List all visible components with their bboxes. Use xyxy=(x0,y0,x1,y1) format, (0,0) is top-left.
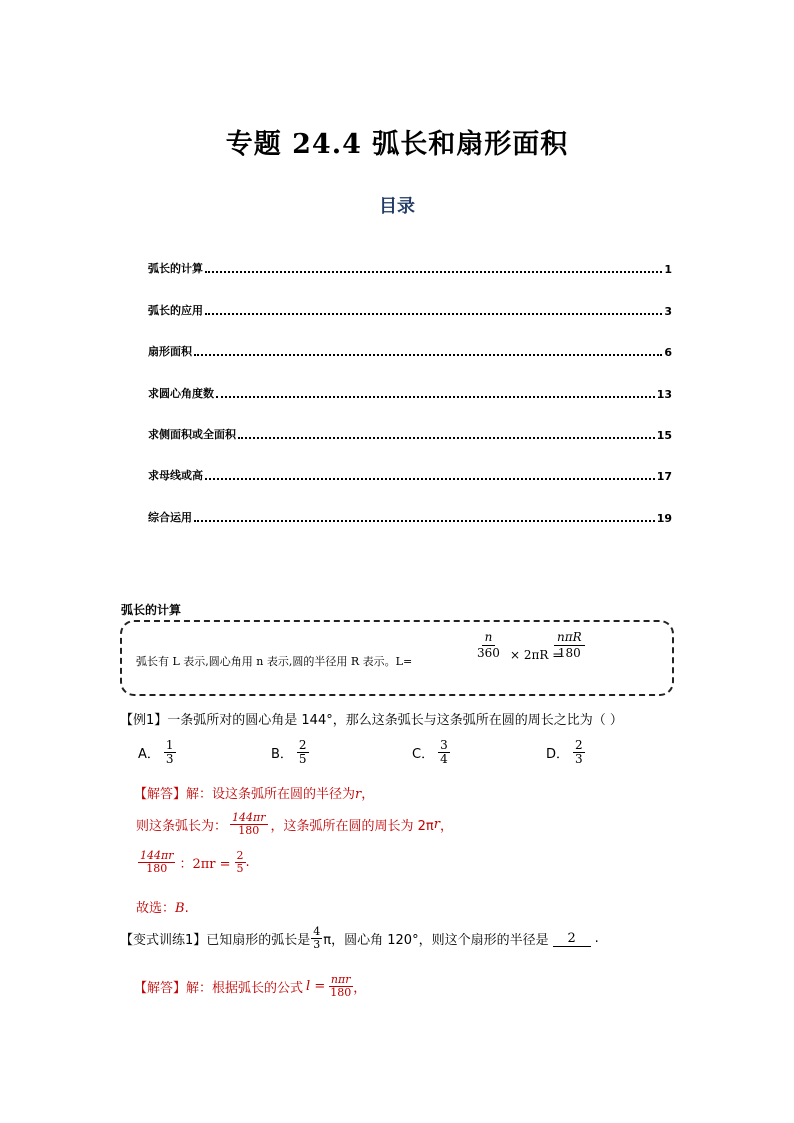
fraction-numerator: 144πr xyxy=(140,849,174,862)
toc-leader-dots xyxy=(205,270,662,273)
fraction-denominator: 5 xyxy=(236,862,244,876)
fraction-numerator: 1 xyxy=(165,738,174,752)
answer-line xyxy=(138,850,250,875)
toc-item-page: 6 xyxy=(664,346,672,360)
toc-item[interactable] xyxy=(148,483,672,524)
answer-line xyxy=(136,897,189,916)
answer-text: 则这条弧长为： xyxy=(136,819,228,835)
fraction-denominator: 180 xyxy=(146,862,168,876)
toc-heading: 目录 xyxy=(379,196,415,217)
toc-item-label: 求圆心角度数 xyxy=(148,386,214,400)
option-letter: D． xyxy=(546,747,570,763)
fraction-numerator: 2 xyxy=(298,738,307,752)
answer-line xyxy=(134,783,374,802)
fraction-numerator: 4 xyxy=(313,925,321,938)
fraction-denominator: 180 xyxy=(330,986,352,1000)
toc-item-page: 3 xyxy=(664,304,672,318)
formula-fraction xyxy=(554,630,585,661)
formula-fraction xyxy=(474,630,503,661)
toc-leader-dots xyxy=(205,477,655,480)
toc-item-label: 弧长的计算 xyxy=(148,262,203,276)
toc-item[interactable] xyxy=(148,276,672,317)
variable-r: r xyxy=(355,787,362,802)
answer-line xyxy=(134,974,366,999)
toc-item[interactable] xyxy=(148,318,672,359)
example-tag: 【例1】 xyxy=(120,713,168,728)
option-letter: A． xyxy=(138,747,160,763)
punctuation: ， xyxy=(361,787,375,802)
option-b[interactable] xyxy=(271,739,309,766)
example-question xyxy=(120,709,623,728)
fraction-numerator: nπr xyxy=(330,973,351,986)
fraction-denominator: 360 xyxy=(477,646,500,661)
punctuation: . xyxy=(245,855,250,871)
answer-blank: 2 xyxy=(553,931,591,947)
ratio-separator: ：2πr = xyxy=(179,857,231,873)
toc-item-label: 求母线或高 xyxy=(148,469,203,483)
toc-leader-dots xyxy=(238,436,655,439)
option-c[interactable] xyxy=(412,739,450,766)
punctuation: ， xyxy=(439,819,453,835)
fraction-denominator: 180 xyxy=(238,824,260,838)
section-heading: 弧长的计算 xyxy=(121,603,182,617)
variant-question xyxy=(120,926,599,951)
option-a[interactable] xyxy=(138,739,176,766)
toc-item-page: 1 xyxy=(664,263,672,277)
option-d[interactable] xyxy=(546,739,585,766)
punctuation: . xyxy=(594,931,599,947)
answer-text: 解：根据弧长的公式 xyxy=(186,981,304,997)
answer-line xyxy=(136,812,453,837)
toc-leader-dots xyxy=(205,312,662,315)
fraction-denominator: 3 xyxy=(575,752,583,767)
answer-tag: 【解答】 xyxy=(134,981,187,997)
formula-box xyxy=(120,620,674,696)
toc-leader-dots xyxy=(194,519,655,522)
fraction-numerator: nπR xyxy=(554,630,585,646)
formula-text: 弧长有 L 表示,圆心角用 n 表示,圆的半径用 R 表示。L= xyxy=(136,655,413,668)
toc-item-label: 求侧面积或全面积 xyxy=(148,427,236,441)
formula-middle: × 2πR = xyxy=(510,648,563,662)
fraction-denominator: 3 xyxy=(165,752,174,767)
fraction-denominator: 4 xyxy=(440,752,448,767)
variant-tag: 【变式训练1】 xyxy=(120,933,207,949)
fraction-numerator: 144πr xyxy=(232,811,266,824)
option-letter: B． xyxy=(271,747,293,763)
toc-item-label: 综合运用 xyxy=(148,510,192,524)
punctuation: ， xyxy=(353,981,367,997)
question-text: 一条弧所对的圆心角是 144°，那么这条弧长与这条弧所在圆的周长之比为（ ） xyxy=(167,713,623,728)
fraction-numerator: n xyxy=(482,630,496,646)
toc-item-label: 扇形面积 xyxy=(148,345,192,359)
formula-lhs: l = xyxy=(306,979,326,995)
answer-tag: 【解答】 xyxy=(134,787,187,802)
question-text: 已知扇形的弧长是 xyxy=(206,933,311,949)
toc-leader-dots xyxy=(216,395,655,398)
variable-r: r xyxy=(433,817,440,833)
fraction-numerator: 2 xyxy=(575,738,583,752)
fraction-denominator: 3 xyxy=(313,938,321,952)
toc-item[interactable] xyxy=(148,401,672,442)
answer-text: 解：设这条弧所在圆的半径为 xyxy=(186,787,356,802)
answer-text: 故选： xyxy=(136,901,176,916)
punctuation: . xyxy=(184,901,189,916)
table-of-contents xyxy=(148,235,672,525)
answer-choice: B xyxy=(175,901,185,916)
toc-item[interactable] xyxy=(148,442,672,483)
fraction-denominator: 180 xyxy=(557,646,581,661)
toc-item-page: 13 xyxy=(656,387,672,401)
page-title: 专题 24.4 弧长和扇形面积 xyxy=(225,129,569,160)
question-text: π，圆心角 120°，则这个扇形的半径是 xyxy=(323,933,549,949)
toc-item[interactable] xyxy=(148,359,672,400)
answer-text: ，这条弧所在圆的周长为 2π xyxy=(270,819,434,835)
toc-item-page: 17 xyxy=(656,470,672,484)
toc-item[interactable] xyxy=(148,235,672,276)
toc-item-page: 15 xyxy=(656,428,672,442)
option-letter: C． xyxy=(412,747,435,763)
fraction-numerator: 3 xyxy=(440,738,448,752)
fraction-denominator: 5 xyxy=(298,752,307,767)
fraction-numerator: 2 xyxy=(236,849,244,862)
toc-leader-dots xyxy=(194,353,662,356)
toc-item-page: 19 xyxy=(656,511,672,525)
toc-item-label: 弧长的应用 xyxy=(148,303,203,317)
